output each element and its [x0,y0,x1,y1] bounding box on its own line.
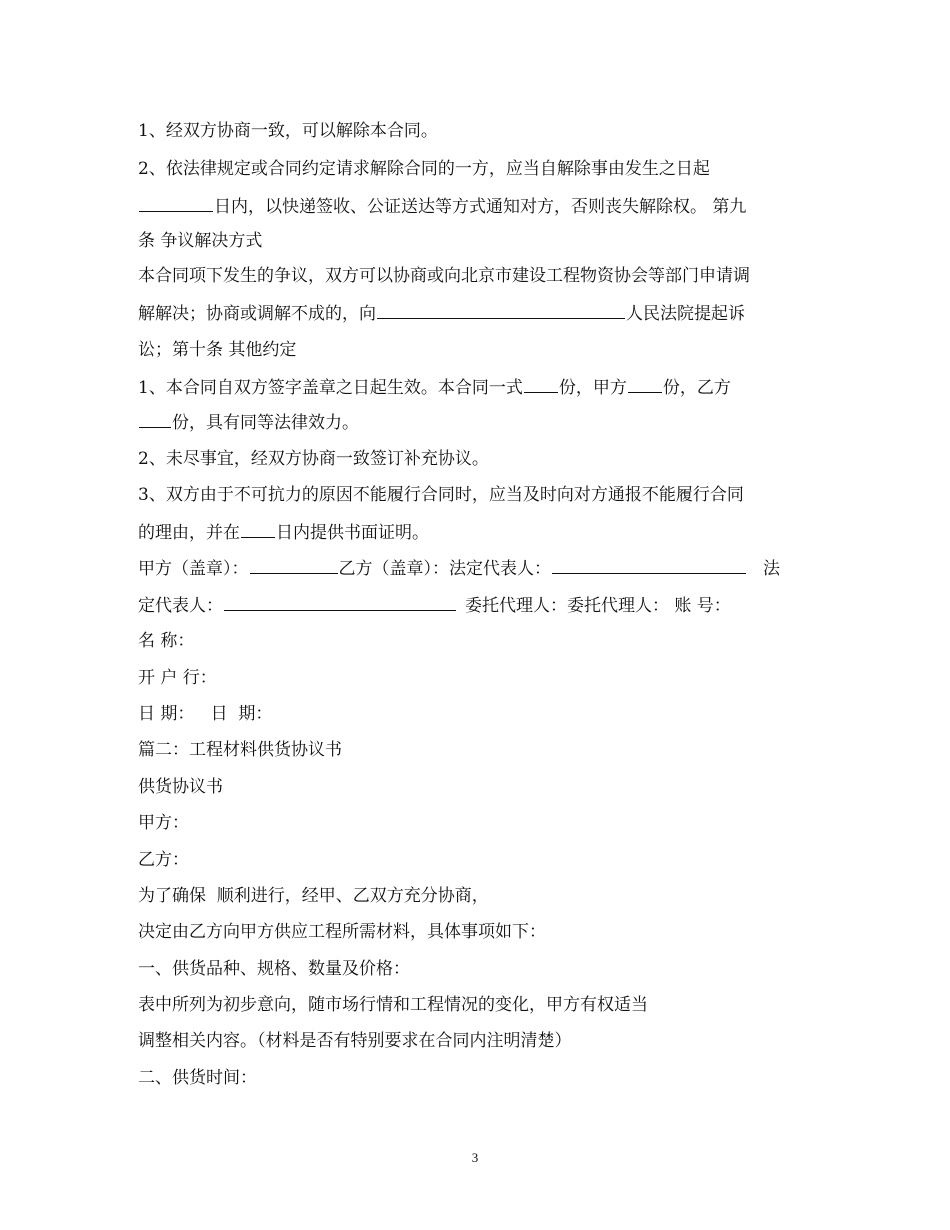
text: 定代表人： [138,596,223,616]
text-line [138,630,194,652]
text: 条 争议解决方式 [138,231,263,251]
blank-underline [224,594,456,611]
text: 2、未尽事宜，经双方协商一致签订补充协议。 [138,449,489,469]
text: 为了确保 顺利进行，经甲、乙双方充分协商， [138,886,489,906]
text: 乙方： [138,850,189,870]
page-number: 3 [471,1150,479,1165]
text-line [138,812,189,834]
text: 人民法院提起诉 [626,304,745,324]
text: 甲方（盖章）： [138,559,249,579]
text: 委托代理人：委托代理人： 账 号： [465,596,731,616]
text-line [138,302,745,325]
text: 决定由乙方向甲方供应工程所需材料，具体事项如下： [138,922,546,942]
text-line [138,667,217,689]
text: 1、经双方协商一致，可以解除本合同。 [138,121,438,141]
text: 日内，以快递签收、公证送达等方式通知对方，否则丧失解除权。 第九 [214,197,747,217]
text: 1、本合同自双方签字盖章之日起生效。本合同一式 [138,378,523,398]
text-line [138,339,296,361]
blank-underline [250,557,338,574]
text-line [138,484,744,506]
text: 乙方（盖章）：法定代表人： [338,559,551,579]
text: 篇二：工程材料供货协议书 [138,740,342,760]
text-line [138,921,546,943]
text-line [138,158,710,180]
text-line [138,885,489,907]
text-line [138,411,359,434]
text-line [138,1067,257,1089]
blank-underline [139,195,213,212]
text: 法 [763,559,780,579]
text: 日内提供书面证明。 [276,523,429,543]
text: 表中所列为初步意向，随市场行情和工程情况的变化，甲方有权适当 [138,995,648,1015]
text-line [138,376,731,399]
text-line [138,1030,572,1052]
text: 调整相关内容。（材料是否有特别要求在合同内注明清楚） [138,1031,572,1051]
text: 2、依法律规定或合同约定请求解除合同的一方，应当自解除事由发生之日起 [138,159,710,179]
blank-underline [552,557,746,574]
text-line [138,557,780,580]
text-line [138,703,272,725]
text: 供货协议书 [138,777,223,797]
text-line [138,849,189,871]
text-line [138,195,746,218]
text: 一、供货品种、规格、数量及价格： [138,959,410,979]
text: 的理由，并在 [138,523,240,543]
text: 份，甲方 [558,378,627,398]
text-line [138,594,731,617]
text: 讼；第十条 其他约定 [138,340,297,360]
text: 3、双方由于不可抗力的原因不能履行合同时，应当及时向对方通报不能履行合同 [138,485,744,505]
text-line [138,521,429,544]
text-line [138,448,489,470]
text-line [138,265,750,287]
text: 二、供货时间： [138,1068,257,1088]
text-line [138,776,223,798]
blank-underline [628,376,662,393]
text: 开 户 行： [138,668,217,688]
blank-underline [524,376,558,393]
text-line [138,958,410,980]
text: 甲方： [138,813,189,833]
text-line [138,230,262,252]
blank-underline [241,521,275,538]
blank-underline [377,302,625,319]
text-line [138,120,438,142]
text-line [138,994,648,1016]
text: 份，具有同等法律效力。 [172,413,359,433]
text: 名 称： [138,631,195,651]
blank-underline [139,411,171,428]
text: 日 期： 日 期： [138,704,273,724]
text: 解解决；协商或调解不成的，向 [138,304,376,324]
text: 本合同项下发生的争议，双方可以协商或向北京市建设工程物资协会等部门申请调 [138,266,750,286]
text-line [138,739,342,761]
text: 份，乙方 [662,378,731,398]
